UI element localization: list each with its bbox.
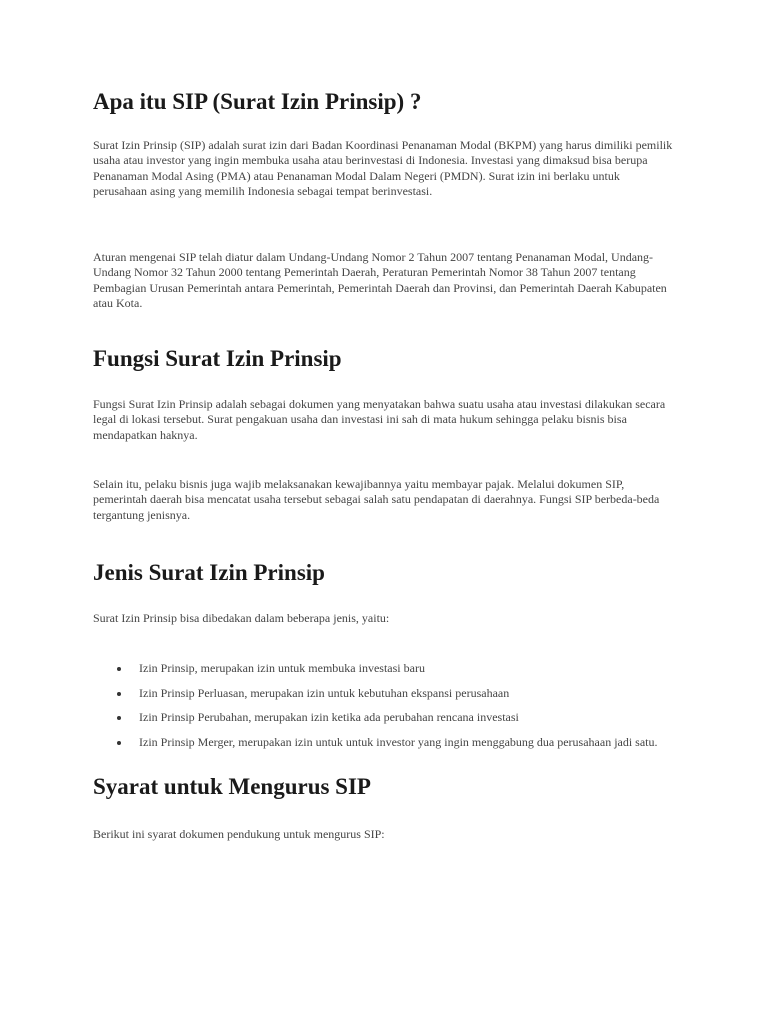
- list-item-text: Izin Prinsip Merger, merupakan izin untuk untuk investor yang ingin menggabung dua perusahaan jadi satu.: [139, 735, 658, 750]
- bullet-icon: [117, 741, 121, 745]
- section-heading-jenis: Jenis Surat Izin Prinsip: [93, 560, 325, 585]
- list-item: [93, 710, 683, 725]
- list-item: [93, 661, 683, 676]
- section-heading-syarat: Syarat untuk Mengurus SIP: [93, 774, 371, 799]
- paragraph-sip-regulation: Aturan mengenai SIP telah diatur dalam Undang-Undang Nomor 2 Tahun 2007 tentang Penanaman Modal, Undang-Undang Nomor 32 Tahun 2000 tentang Pemerintah Daerah, Peraturan Pemerintah Nomor 38 Tahun 2007 tentang Pembagian Urusan Pemerintah antara Pemerintah, Pemerintah Daerah dan Provinsi, dan Pemerintah Daerah Kabupaten atau Kota.: [93, 250, 667, 310]
- bullet-icon: [117, 716, 121, 720]
- paragraph-fungsi-2: Selain itu, pelaku bisnis juga wajib melaksanakan kewajibannya yaitu membayar pajak. Melalui dokumen SIP, pemerintah daerah bisa mencatat usaha tersebut sebagai salah satu pendapatan di daerahnya. Fungsi SIP berbeda-beda tergantung jenisnya.: [93, 477, 660, 522]
- paragraph-sip-definition: Surat Izin Prinsip (SIP) adalah surat izin dari Badan Koordinasi Penanaman Modal (BKPM) yang harus dimiliki pemilik usaha atau investor yang ingin membuka usaha atau berinvestasi di Indonesia. Investasi yang dimaksud bisa berupa Penanaman Modal Asing (PMA) atau Penanaman Modal Dalam Negeri (PMDN). Surat izin ini berlaku untuk perusahaan asing yang memilih Indonesia sebagai tempat berinvestasi.: [93, 138, 673, 198]
- paragraph-jenis-intro: Surat Izin Prinsip bisa dibedakan dalam beberapa jenis, yaitu:: [93, 611, 390, 625]
- bullet-icon: [117, 692, 121, 696]
- section-heading-fungsi: Fungsi Surat Izin Prinsip: [93, 346, 342, 371]
- bullet-icon: [117, 667, 121, 671]
- paragraph-syarat-intro: Berikut ini syarat dokumen pendukung untuk mengurus SIP:: [93, 827, 385, 841]
- list-item-text: Izin Prinsip, merupakan izin untuk membuka investasi baru: [139, 661, 425, 675]
- list-item-text: Izin Prinsip Perluasan, merupakan izin untuk kebutuhan ekspansi perusahaan: [139, 685, 510, 700]
- list-item-text: Izin Prinsip Perubahan, merupakan izin ketika ada perubahan rencana investasi: [139, 710, 519, 725]
- jenis-list: [93, 661, 683, 760]
- paragraph-fungsi-1: Fungsi Surat Izin Prinsip adalah sebagai dokumen yang menyatakan bahwa suatu usaha atau investasi dilakukan secara legal di lokasi tersebut. Surat pengakuan usaha dan investasi ini sah di mata hukum sehingga pelaku bisnis bisa mendapatkan haknya.: [93, 397, 666, 442]
- section-heading-apa-itu-sip: Apa itu SIP (Surat Izin Prinsip) ?: [93, 89, 422, 114]
- list-item: [93, 735, 683, 750]
- list-item: [93, 686, 683, 701]
